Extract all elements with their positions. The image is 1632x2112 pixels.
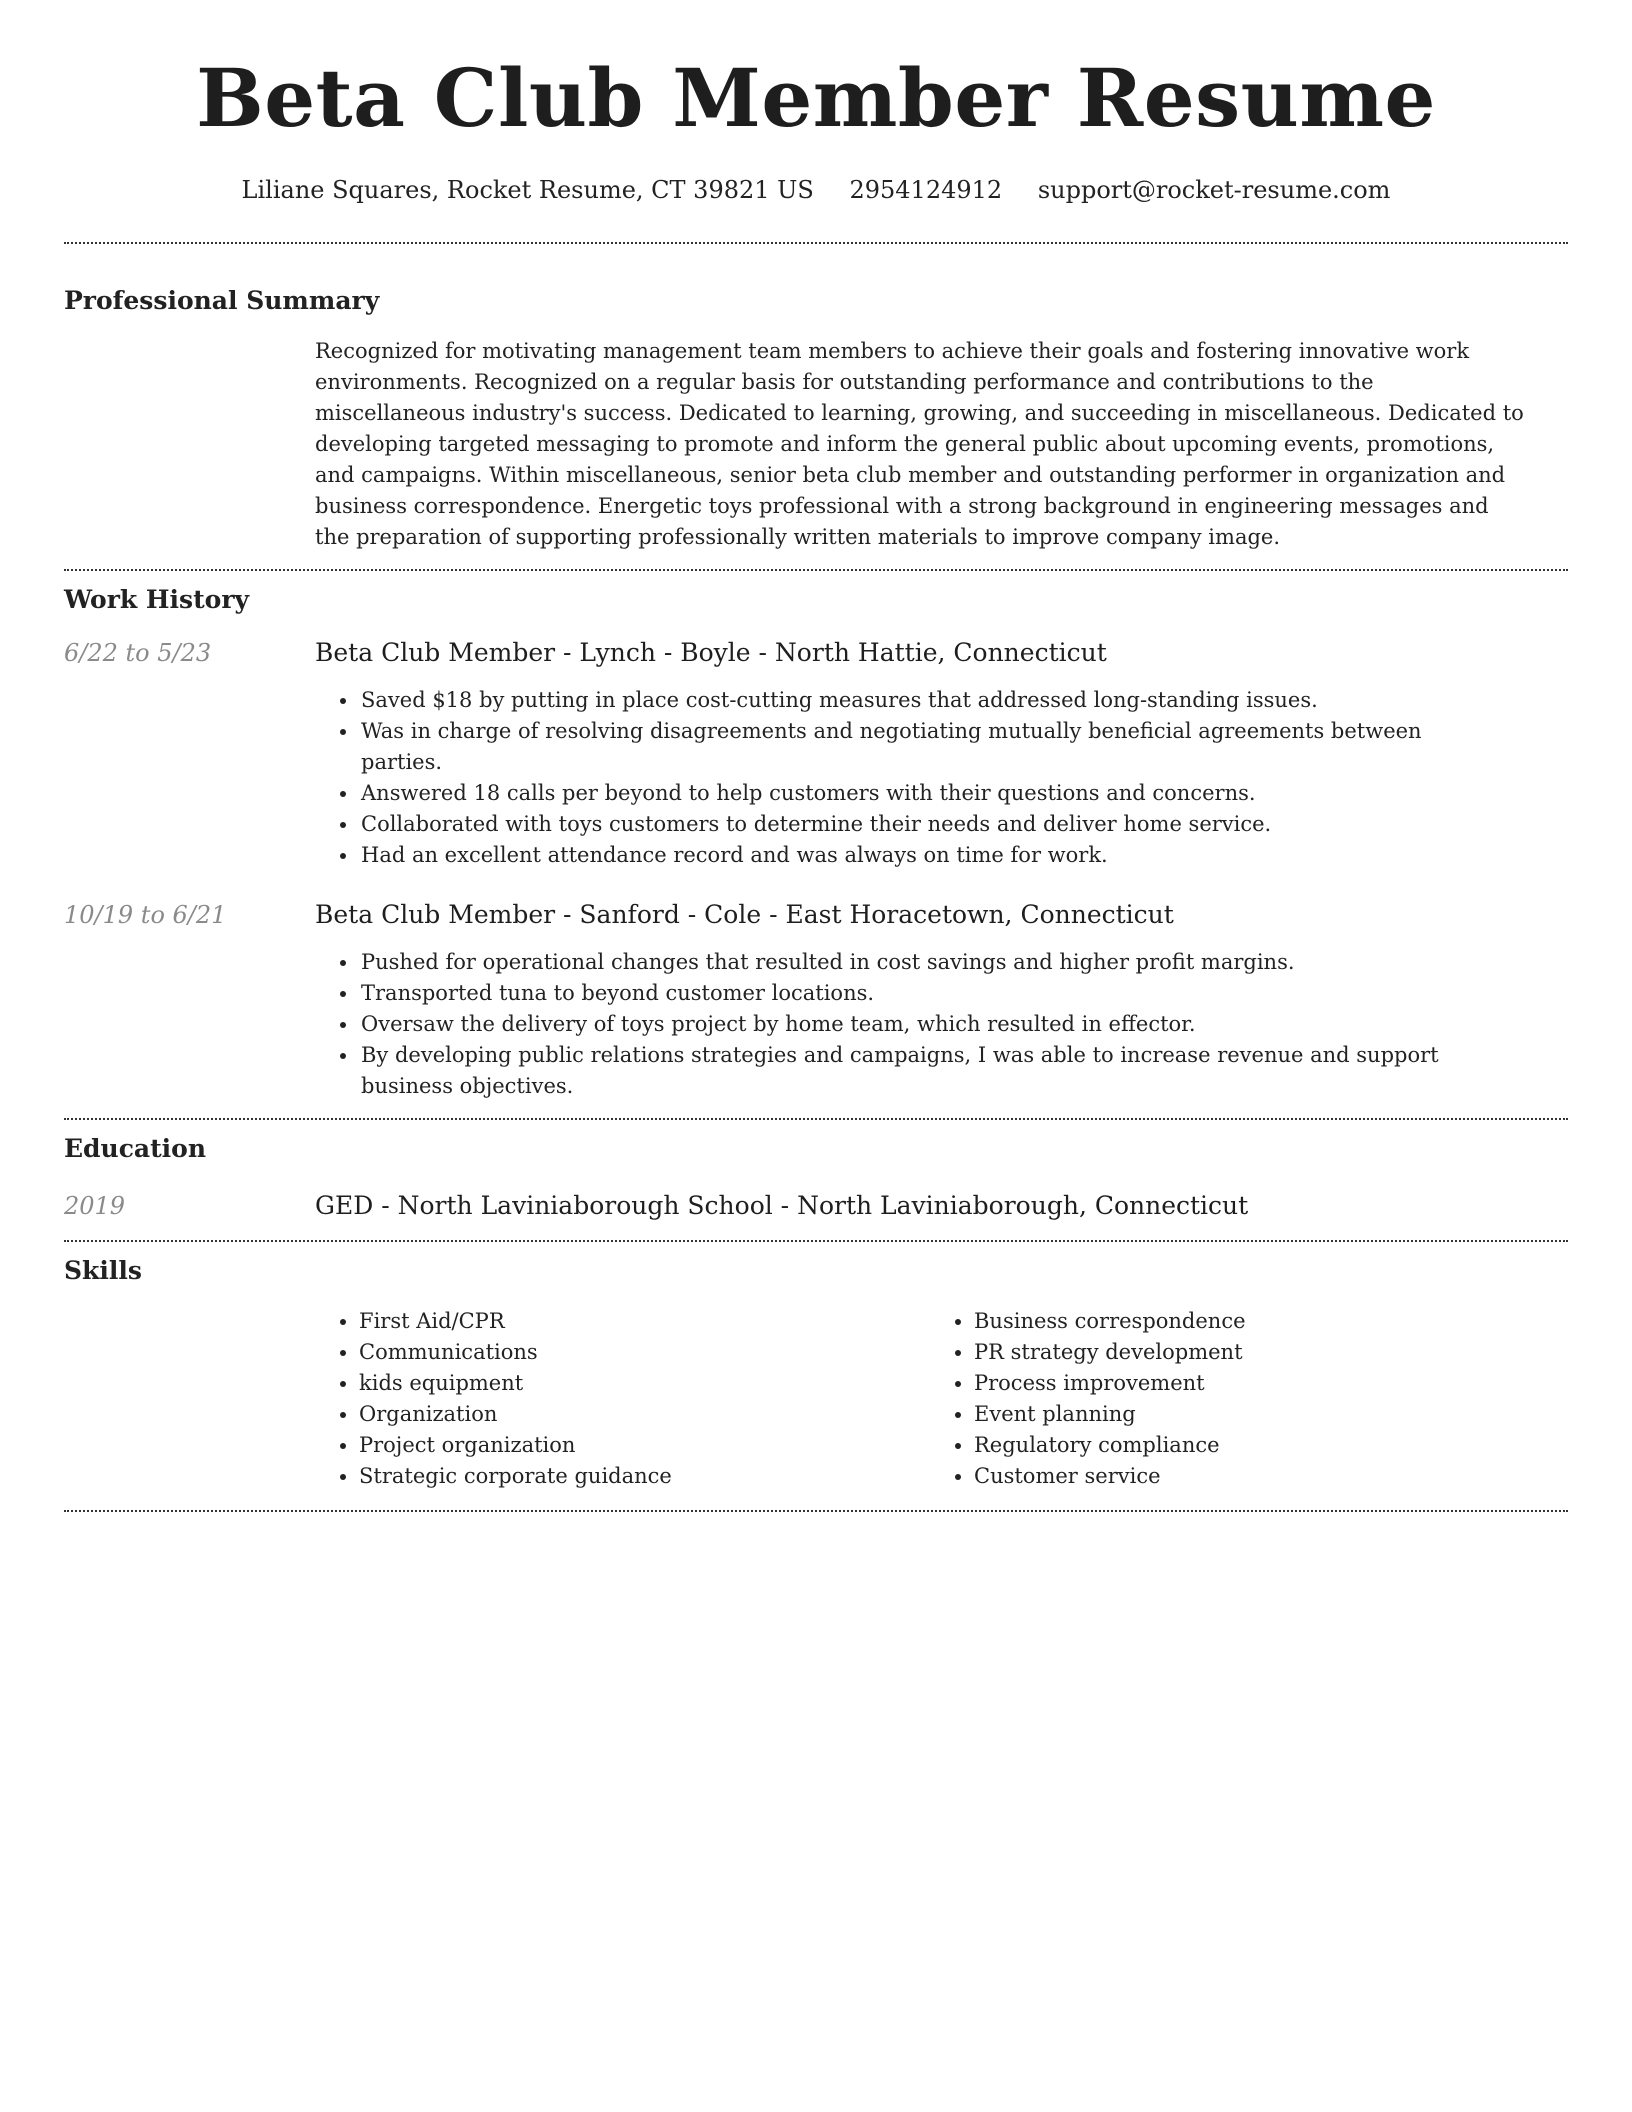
section-title-work-history: Work History xyxy=(64,585,250,614)
work-history-section xyxy=(64,571,1568,1102)
skills-section xyxy=(64,1242,1568,1492)
list-item: • Pushed for operational changes that resulted in cost savings and higher profit margins. xyxy=(359,947,1508,978)
job-header xyxy=(64,637,1568,669)
list-item: • Strategic corporate guidance xyxy=(359,1461,974,1492)
job-bullets xyxy=(64,947,1568,1102)
list-item: • First Aid/CPR xyxy=(359,1306,974,1337)
education-degree: GED - North Laviniaborough School - North Laviniaborough, Connecticut xyxy=(315,1191,1249,1220)
list-item: • Was in charge of resolving disagreements and negotiating mutually beneficial agreements between parties. xyxy=(359,716,1508,778)
list-item: • Regulatory compliance xyxy=(974,1430,1246,1461)
resume-header xyxy=(64,0,1568,206)
contact-phone: 2954124912 xyxy=(849,176,1003,204)
job-entry xyxy=(64,637,1568,871)
list-item: • Transported tuna to beyond customer locations. xyxy=(359,978,1508,1009)
job-dates: 6/22 to 5/23 xyxy=(64,639,212,667)
list-item: • Customer service xyxy=(974,1461,1246,1492)
list-item: • Had an excellent attendance record and was always on time for work. xyxy=(359,840,1508,871)
job-header xyxy=(64,899,1568,931)
list-item: • Event planning xyxy=(974,1399,1246,1430)
section-title-skills: Skills xyxy=(64,1256,142,1285)
list-item: • Communications xyxy=(359,1337,974,1368)
job-title: Beta Club Member - Lynch - Boyle - North Hattie, Connecticut xyxy=(315,638,1107,667)
job-title: Beta Club Member - Sanford - Cole - East Horacetown, Connecticut xyxy=(315,900,1174,929)
education-entry xyxy=(64,1190,1568,1222)
job-bullets xyxy=(64,685,1568,871)
skills-list xyxy=(64,1306,1568,1492)
section-title-education: Education xyxy=(64,1134,207,1163)
resume-title: Beta Club Member Resume xyxy=(196,51,1436,145)
list-item: • Process improvement xyxy=(974,1368,1246,1399)
job-dates: 10/19 to 6/21 xyxy=(64,901,227,929)
section-title-summary: Professional Summary xyxy=(64,286,380,315)
list-item: • By developing public relations strategies and campaigns, I was able to increase revenue and support business objectives. xyxy=(359,1040,1508,1102)
skills-column-left xyxy=(359,1306,974,1492)
education-year: 2019 xyxy=(64,1192,126,1220)
list-item: • Collaborated with toys customers to determine their needs and deliver home service. xyxy=(359,809,1508,840)
list-item: • PR strategy development xyxy=(974,1337,1246,1368)
skills-column-right xyxy=(974,1306,1246,1492)
divider xyxy=(64,1510,1568,1512)
list-item: • Oversaw the delivery of toys project by home team, which resulted in effector. xyxy=(359,1009,1508,1040)
job-entry xyxy=(64,899,1568,1102)
summary-section xyxy=(64,244,1568,553)
list-item: • Answered 18 calls per beyond to help customers with their questions and concerns. xyxy=(359,778,1508,809)
list-item: • kids equipment xyxy=(359,1368,974,1399)
list-item: • Project organization xyxy=(359,1430,974,1461)
list-item: • Saved $18 by putting in place cost-cutting measures that addressed long-standing issues. xyxy=(359,685,1508,716)
list-item: • Business correspondence xyxy=(974,1306,1246,1337)
contact-address: Liliane Squares, Rocket Resume, CT 39821 US xyxy=(241,176,814,204)
contact-line xyxy=(64,174,1568,206)
list-item: • Organization xyxy=(359,1399,974,1430)
contact-email: support@rocket-resume.com xyxy=(1037,176,1391,204)
summary-text: Recognized for motivating management team members to achieve their goals and fostering innovative work environments. Recognized on a regular basis for outstanding performance and contributions to the miscellaneous industry's success. Dedicated to learning, growing, and succeeding in miscellaneous. Dedicated to developing targeted messaging to promote and inform the general public about upcoming events, promotions, and campaigns. Within miscellaneous, senior beta club member and outstanding performer in organization and business correspondence. Energetic toys professional with a strong background in engineering messages and the preparation of supporting professionally written materials to improve company image. xyxy=(315,339,1524,549)
education-section xyxy=(64,1120,1568,1222)
